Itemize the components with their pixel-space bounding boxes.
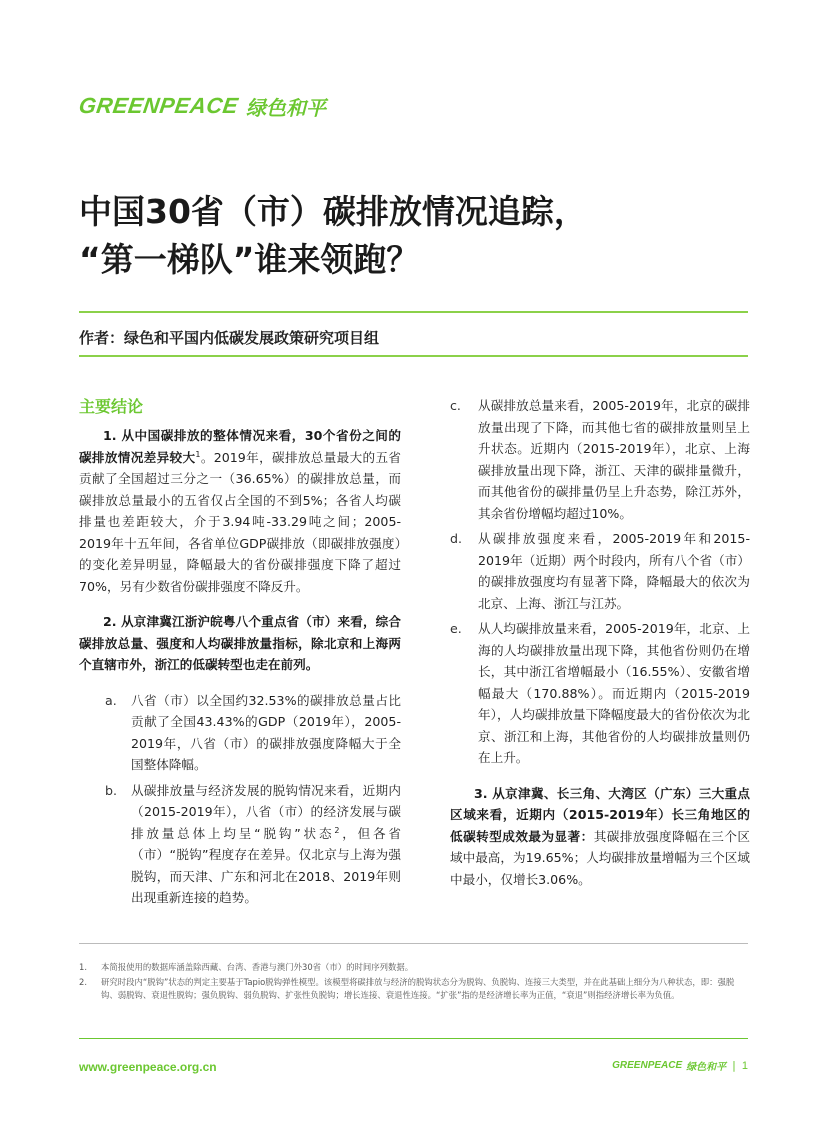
conclusion-2-bold: 2. 从京津冀江浙沪皖粤八个重点省（市）来看，综合碳排放总量、强度和人均碳排放量指标，除北京和上海两个直辖市外，浙江的低碳转型也走在前列。 (79, 614, 401, 672)
item-b-text-1: 从碳排放量与经济发展的脱钩情况来看，近期内（2015-2019年），八省（市）的经济发展与碳排放量总体上均呈“脱钩”状态 (131, 782, 401, 841)
item-letter: b. (105, 782, 117, 798)
author-line: 作者：绿色和平国内低碳发展政策研究项目组 (79, 329, 380, 347)
title-line-1: 中国30省（市）碳排放情况追踪， (79, 192, 587, 231)
conclusion-2 (79, 611, 401, 676)
footnote-divider (79, 943, 748, 944)
title-line-2: “第一梯队”谁来领跑？ (79, 240, 420, 279)
section-heading: 主要结论 (79, 397, 144, 416)
page-title (79, 188, 759, 284)
item-letter: c. (450, 398, 461, 413)
right-column (450, 395, 750, 904)
footnote-text: 本简报使用的数据库涵盖除西藏、台湾、香港与澳门外30省（市）的时间序列数据。 (101, 962, 414, 972)
conclusion-3-bold: 3. 从京津冀、长三角、大湾区（广东）三大重点区域来看，近期内（2015-2019年）长三角地区的低碳转型成效最为显著： (450, 785, 750, 844)
footnote-text: 研究时段内“脱钩”状态的判定主要基于Tapio脱钩弹性模型。该模型将碳排放与经济的脱钩状态分为脱钩、负脱钩、连接三大类型，并在此基础上细分为八种状态，即：强脱钩、弱脱钩、衰退性脱钩；强负脱钩、弱负脱钩、扩张性负脱钩；增长连接、衰退性连接。“扩张”指的是经济增长率为正值，“衰退”则指经济增长率为负值。 (101, 977, 735, 1000)
page-number: 1 (741, 1059, 748, 1072)
footnote-1 (79, 961, 748, 974)
item-letter: e. (450, 621, 462, 636)
conclusion-1-text: 。2019年，碳排放总量最大的五省贡献了全国超过三分之一（36.65%）的碳排放总量，而碳排放总量最小的五省仅占全国的不到5%；各省人均碳排量也差距较大，介于3.94吨-33.29吨之间；2005-2019年十五年间，各省单位GDP碳排放（即碳排放强度）的变化差异明显，降幅最大的省份碳排强度下降了超过70%，另有少数省份碳排强度不降反升。 (79, 449, 401, 594)
footnote-number: 1. (79, 962, 87, 972)
footnote-ref-2: 2 (334, 825, 340, 835)
footnote-ref-1: 1 (195, 449, 201, 459)
conclusion-3-text: 其碳排放强度降幅在三个区域中最高，为19.65%；人均碳排放量增幅为三个区域中最小，仅增长3.06%。 (450, 828, 751, 887)
conclusion-1-bold: 1. 从中国碳排放的整体情况来看，30个省份之间的碳排放情况差异较大 (79, 428, 401, 465)
footer-url-link[interactable]: www.greenpeace.org.cn (79, 1060, 217, 1074)
item-letter: d. (450, 531, 462, 546)
list-item-c (450, 395, 750, 524)
item-letter: a. (105, 692, 117, 708)
footnote-number: 2. (79, 977, 87, 987)
footer-brand (612, 1058, 748, 1073)
footer-divider (79, 1038, 748, 1039)
footnote-2 (79, 976, 748, 1002)
footer-logo-chinese: 绿色和平 (686, 1062, 727, 1073)
item-text: 八省（市）以全国约32.53%的碳排放总量占比贡献了全国43.43%的GDP（2019年），2005-2019年，八省（市）的碳排放强度降幅大于全国整体降幅。 (131, 692, 401, 772)
list-item-d (450, 528, 750, 614)
footer-logo-english: GREENPEACE (612, 1060, 683, 1071)
item-b-text-2: ，但各省（市）“脱钩”程度存在差异。仅北京与上海为强脱钩，而天津、广东和河北在2018、2019年则出现重新连接的趋势。 (131, 825, 401, 905)
footer-separator: | (732, 1059, 736, 1072)
author-divider (79, 355, 748, 357)
title-divider (79, 311, 748, 313)
footnotes (79, 961, 748, 1004)
list-item-a (79, 690, 401, 776)
item-text: 从碳排放总量来看，2005-2019年，北京的碳排放量出现了下降，而其他七省的碳排放量则呈上升状态。近期内（2015-2019年），北京、上海碳排放量出现下降，浙江、天津的碳排量微升，而其他省份的碳排量仍呈上升态势，除江苏外，其余省份增幅均超过10%。 (478, 398, 750, 521)
item-text (131, 780, 401, 909)
conclusion-3 (450, 783, 750, 891)
left-column (79, 395, 401, 913)
conclusion-1 (79, 425, 401, 597)
greenpeace-logo (79, 86, 326, 126)
item-text: 从人均碳排放量来看，2005-2019年，北京、上海的人均碳排放量出现下降，其他省份则仍在增长，其中浙江省增幅最小（16.55%）、安徽省增幅最大（170.88%）。而近期内（2015-2019年），人均碳排放量下降幅度最大的省份依次为北京、浙江和上海，其他省份的人均碳排放量则仍在上升。 (478, 621, 750, 765)
list-item-e (450, 618, 750, 769)
logo-english: GREENPEACE (77, 93, 240, 118)
list-item-b (79, 780, 401, 909)
logo-chinese: 绿色和平 (246, 95, 327, 120)
item-text: 从碳排放强度来看，2005-2019年和2015-2019年（近期）两个时段内，所有八个省（市）的碳排放强度均有显著下降，降幅最大的依次为北京、上海、浙江与江苏。 (478, 531, 750, 611)
